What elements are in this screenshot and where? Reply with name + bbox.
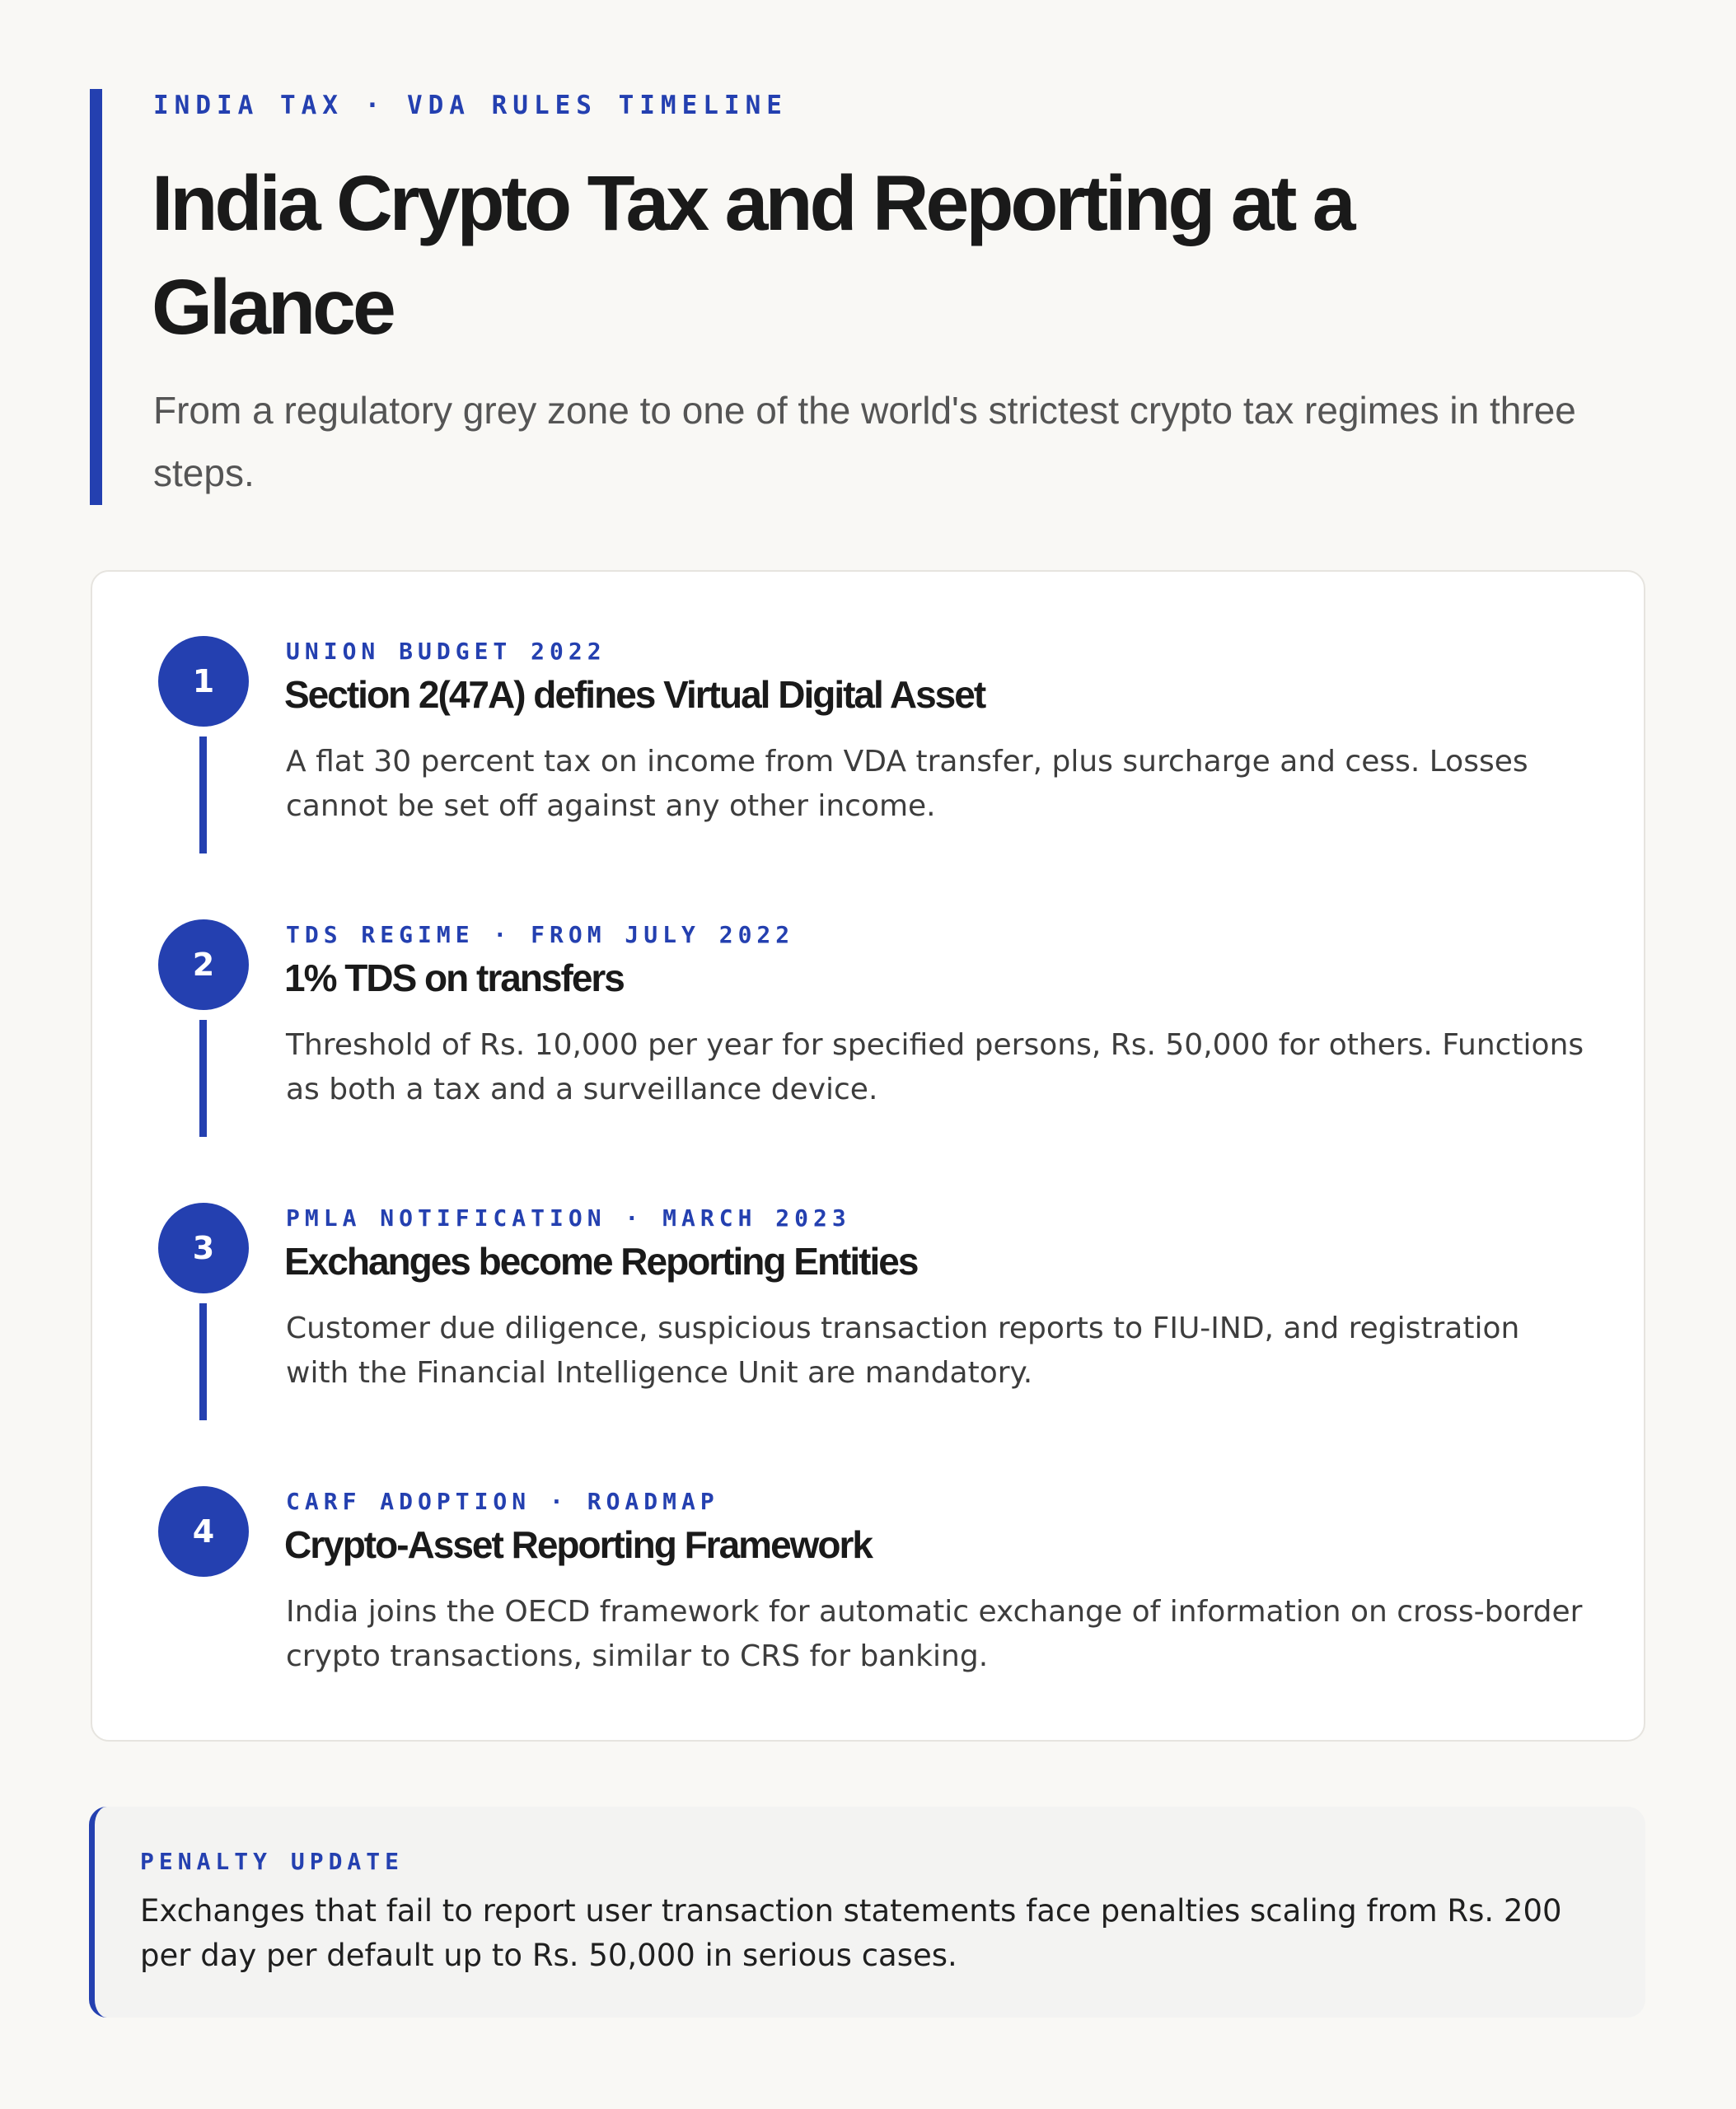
step-description: India joins the OECD framework for automatic exchange of information on cross-border crypto transactions, similar to CRS for banking. [286,1595,1583,1673]
timeline-connector [199,737,207,853]
penalty-callout [89,1807,1645,2018]
timeline-connector [199,1303,207,1420]
step-label: UNION BUDGET 2022 [286,638,606,665]
timeline-step [92,1422,1644,1705]
timeline-step [92,572,1644,855]
header-eyebrow: INDIA TAX · VDA RULES TIMELINE [153,91,788,120]
step-title: 1% TDS on transfers [284,956,624,999]
step-label: PMLA NOTIFICATION · MARCH 2023 [286,1204,851,1232]
timeline-connector [199,1020,207,1137]
page-subtitle: From a regulatory grey zone to one of the world's strictest crypto tax regimes in three steps. [153,389,1576,494]
step-number-badge: 1 [158,636,249,727]
step-description: A flat 30 percent tax on income from VDA transfer, plus surcharge and cess. Losses cannot be set off against any other income. [286,745,1528,823]
timeline-card [91,570,1645,1742]
step-title: Section 2(47A) defines Virtual Digital Asset [284,673,985,716]
step-number-badge: 2 [158,919,249,1010]
step-label: TDS REGIME · FROM JULY 2022 [286,921,795,948]
timeline-step [92,855,1644,1139]
step-description: Threshold of Rs. 10,000 per year for specified persons, Rs. 50,000 for others. Functions as both a tax and a surveillance device. [286,1028,1584,1106]
step-number-badge: 4 [158,1486,249,1577]
step-description: Customer due diligence, suspicious transaction reports to FIU-IND, and registration with the Financial Intelligence Unit are mandatory. [286,1312,1520,1390]
step-title: Exchanges become Reporting Entities [284,1240,918,1283]
step-title: Crypto-Asset Reporting Framework [284,1523,873,1566]
timeline-step [92,1139,1644,1422]
page-header [90,89,1655,505]
step-number-badge: 3 [158,1203,249,1293]
page-title: India Crypto Tax and Reporting at a Glance [152,160,1353,351]
penalty-text: Exchanges that fail to report user transaction statements face penalties scaling from Rs. 200 per day per default up to Rs. 50,000 in serious cases. [140,1893,1562,1973]
step-label: CARF ADOPTION · ROADMAP [286,1488,719,1515]
penalty-label: PENALTY UPDATE [140,1848,405,1875]
